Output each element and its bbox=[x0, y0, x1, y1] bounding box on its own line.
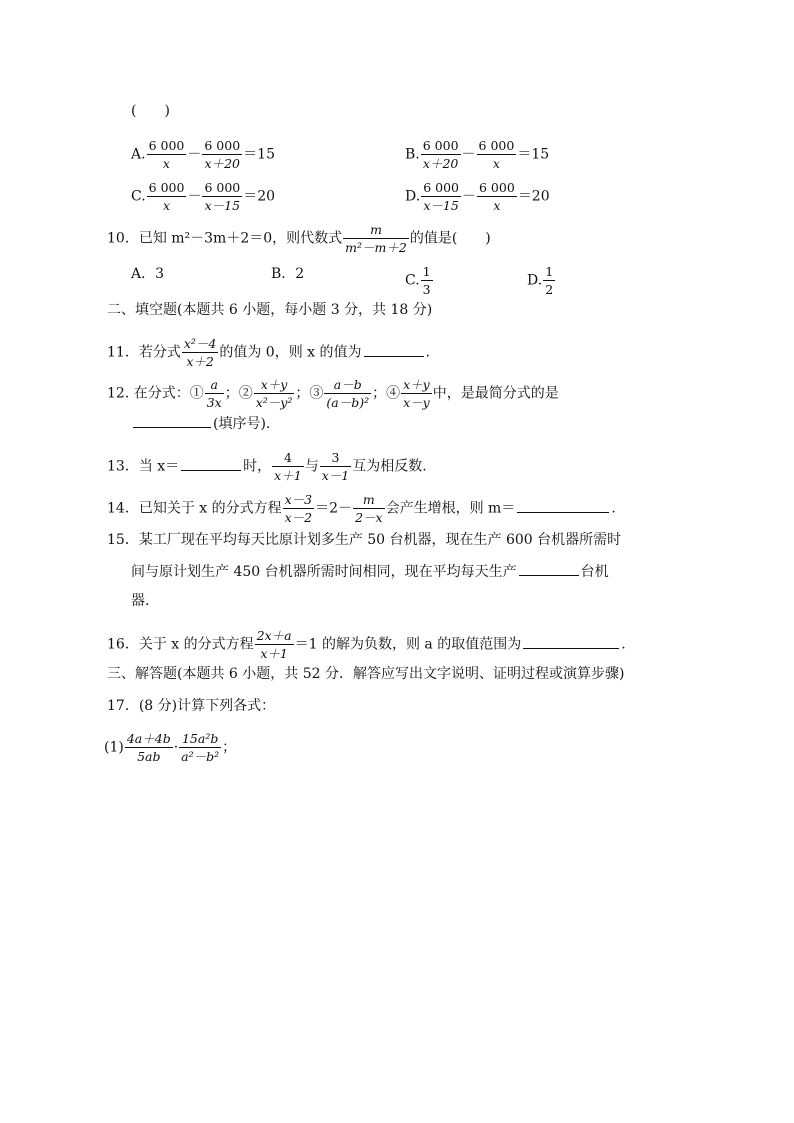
fraction: $\frac{4}{x+1}$ bbox=[274, 450, 302, 483]
answer-blank[interactable] bbox=[364, 342, 424, 357]
fraction: $\frac{x+y}{x-y}$ bbox=[403, 377, 430, 410]
q15-line3: 器. bbox=[131, 593, 150, 609]
fraction: $\frac{6 000}{x-15}$ bbox=[204, 180, 241, 213]
fraction: $\frac{6 000}{x}$ bbox=[478, 138, 515, 171]
q10-option-a: A．3 bbox=[131, 266, 165, 282]
q10-stem: 10．已知 m²－3m＋2＝0，则代数式 $\frac{m}{\text{m²－m＋2}}$ 的值是( ) bbox=[107, 222, 491, 255]
q15-line1: 15．某工厂现在平均每天比原计划多生产 50 台机器，现在生产 600 台机器所需时 bbox=[107, 532, 622, 548]
q16: 16．关于 x 的分式方程 $\frac{2x+a}{x+1}$ ＝1 的解为负数，则 a 的取值范围为 . bbox=[107, 628, 626, 661]
fraction: $\frac{6 000}{x+20}$ bbox=[422, 138, 459, 171]
q9-option-d: D. $\frac{6 000}{x-15}$ － $\frac{6 000}{x}$ ＝20 bbox=[405, 180, 550, 213]
fraction: $\frac{6 000}{x}$ bbox=[148, 180, 185, 213]
answer-blank[interactable] bbox=[519, 561, 579, 576]
q9-option-c: C. $\frac{6 000}{x}$ － $\frac{6 000}{x-15}$ ＝20 bbox=[131, 180, 276, 213]
section-heading-solutions: 三、解答题(本题共 6 小题，共 52 分．解答应写出文字说明、证明过程或演算步骤) bbox=[107, 666, 625, 682]
fraction: $\frac{m}{\text{m²－m＋2}}$ bbox=[345, 222, 407, 255]
fraction: $\frac{1}{3}$ bbox=[422, 264, 431, 297]
q9-option-a: A. $\frac{6 000}{x}$ － $\frac{6 000}{x+20}$ ＝15 bbox=[131, 138, 275, 171]
q17-part1: (1) $\frac{4a+4b}{5ab}$ · $\frac{\text{15a²b}}{\text{a²－b²}}$ ； bbox=[104, 731, 237, 764]
fraction: $\frac{a}{3x}$ bbox=[206, 377, 222, 410]
q10-option-b: B．2 bbox=[271, 266, 305, 282]
q9-option-b: B. $\frac{6 000}{x+20}$ － $\frac{6 000}{x}$ ＝15 bbox=[405, 138, 550, 171]
section-heading-fill-in: 二、填空题(本题共 6 小题，每小题 3 分，共 18 分) bbox=[107, 302, 433, 318]
answer-blank[interactable] bbox=[133, 413, 211, 428]
fraction: $\frac{\text{x²－4}}{x+2}$ bbox=[183, 336, 217, 369]
q11: 11．若分式 $\frac{\text{x²－4}}{x+2}$ 的值为 0，则 x 的值为 . bbox=[107, 336, 430, 369]
answer-blank[interactable] bbox=[523, 634, 619, 649]
q10-option-d: D. $\frac{1}{2}$ bbox=[527, 264, 554, 297]
q9-answer-paren: ( ) bbox=[131, 103, 170, 119]
fraction: $\frac{6 000}{x-15}$ bbox=[423, 180, 459, 213]
fraction: $\frac{\text{15a²b}}{\text{a²－b²}}$ bbox=[181, 731, 220, 764]
q10-option-c: C. $\frac{1}{3}$ bbox=[405, 264, 431, 297]
fraction: $\frac{6 000}{x+20}$ bbox=[204, 138, 241, 171]
fraction: $\frac{a-b}{\text{(a－b)²}}$ bbox=[326, 377, 370, 410]
fraction: $\frac{2x+a}{x+1}$ bbox=[256, 628, 292, 661]
fraction: $\frac{6 000}{x}$ bbox=[148, 138, 185, 171]
q12: 12. 在分式：① $\frac{a}{3x}$ ；② $\frac{x+y}{\text{x²－y²}}$ ；③ $\frac{a-b}{\text{(a－b)²}}$ ；④ $\frac{x+y}{x-y}$ 中，是最简分式的是 bbox=[107, 377, 559, 410]
fraction: $\frac{6 000}{x}$ bbox=[478, 180, 515, 213]
q12-line2: (填序号). bbox=[131, 413, 270, 434]
fraction: $\frac{m}{2-x}$ bbox=[355, 492, 383, 525]
answer-blank[interactable] bbox=[517, 498, 609, 513]
fraction: $\frac{4a+4b}{5ab}$ bbox=[126, 731, 171, 764]
q13: 13．当 x＝ 时， $\frac{4}{x+1}$ 与 $\frac{3}{x-1}$ 互为相反数. bbox=[107, 450, 427, 483]
fraction: $\frac{x-3}{x-2}$ bbox=[284, 492, 313, 525]
answer-blank[interactable] bbox=[181, 456, 241, 471]
q15-line2: 间与原计划生产 450 台机器所需时间相同，现在平均每天生产 台机 bbox=[131, 561, 609, 582]
q17-title: 17．(8 分)计算下列各式： bbox=[107, 698, 276, 714]
fraction: $\frac{3}{x-1}$ bbox=[321, 450, 350, 483]
fraction: $\frac{x+y}{\text{x²－y²}}$ bbox=[255, 377, 293, 410]
fraction: $\frac{1}{2}$ bbox=[545, 264, 554, 297]
q14: 14．已知关于 x 的分式方程 $\frac{x-3}{x-2}$ ＝2－ $\frac{m}{2-x}$ 会产生增根，则 m＝ . bbox=[107, 492, 616, 525]
